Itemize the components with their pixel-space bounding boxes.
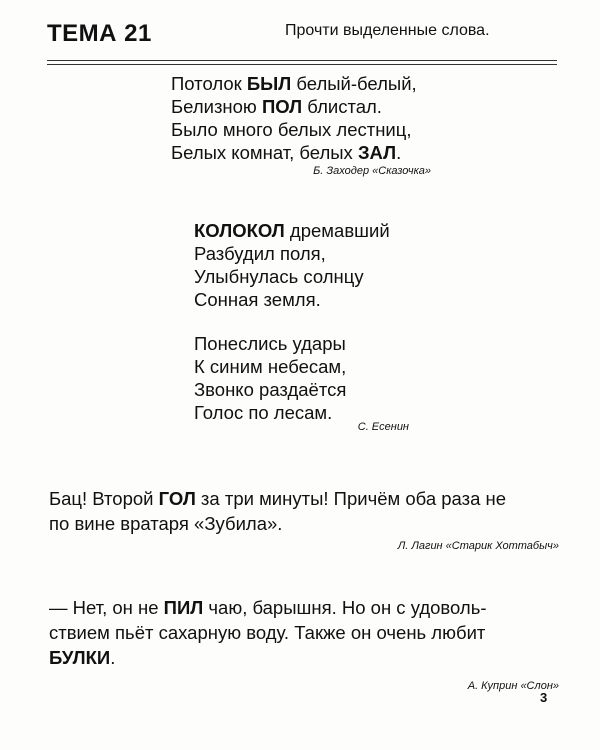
instruction-text: Прочти выделенные слова.	[285, 22, 490, 39]
text-line	[49, 511, 559, 536]
page-number: 3	[540, 690, 548, 705]
text-line	[194, 355, 390, 378]
poem-zakhoder	[171, 72, 431, 177]
line-text: Потолок	[171, 73, 247, 94]
topic-title: ТЕМА 21	[47, 20, 152, 47]
text-line	[171, 118, 417, 141]
line-text: Сонная земля.	[194, 289, 321, 310]
line-text: .	[110, 647, 116, 668]
poem-yesenin-attribution: С. Есенин	[357, 421, 409, 433]
highlighted-word: БУЛКИ	[49, 647, 111, 668]
line-text: Понеслись удары	[194, 333, 346, 354]
highlighted-word: БЫЛ	[246, 73, 292, 94]
highlighted-word: КОЛОКОЛ	[194, 220, 285, 241]
excerpt-lagin-lines	[49, 486, 559, 536]
text-line	[194, 378, 390, 401]
excerpt-kuprin	[49, 595, 559, 692]
text-line	[194, 242, 390, 265]
line-text: Бац! Второй	[49, 488, 159, 509]
text-line	[194, 265, 390, 288]
header-rule-top	[47, 60, 557, 61]
text-line	[194, 332, 390, 355]
poem-zakhoder-attribution: Б. Заходер «Сказочка»	[313, 165, 431, 177]
highlighted-word: ГОЛ	[158, 488, 196, 509]
text-line	[49, 620, 559, 645]
text-line	[194, 288, 390, 311]
excerpt-lagin-attribution: Л. Лагин «Старик Хоттабыч»	[397, 540, 559, 552]
line-text: белый-белый,	[291, 73, 417, 94]
line-text: за три минуты! Причём оба раза не	[195, 488, 507, 509]
line-text: Голос по лесам.	[194, 402, 333, 423]
line-text: блистал.	[302, 96, 382, 117]
text-line	[194, 219, 390, 242]
excerpt-kuprin-attribution: А. Куприн «Слон»	[467, 680, 559, 692]
line-text: — Нет, он не	[49, 597, 164, 618]
text-line	[171, 72, 417, 95]
line-text: Белых комнат, белых	[171, 142, 358, 163]
line-text: чаю, барышня. Но он с удоволь-	[203, 597, 487, 618]
excerpt-lagin	[49, 486, 559, 552]
text-line	[49, 645, 559, 670]
line-text: по вине вратаря «Зубила».	[49, 513, 283, 534]
header-rule-bottom	[47, 64, 557, 65]
highlighted-word: ПОЛ	[261, 96, 303, 117]
line-text: .	[396, 142, 402, 163]
text-line	[171, 95, 417, 118]
line-text: дремавший	[284, 220, 390, 241]
poem-yesenin-stanza-2	[194, 332, 390, 424]
poem-yesenin-stanza-1	[194, 219, 390, 311]
poem-yesenin	[194, 219, 409, 433]
line-text: Было много белых лестниц,	[171, 119, 412, 140]
stanza-gap	[194, 311, 390, 332]
line-text: К синим небесам,	[194, 356, 347, 377]
highlighted-word: ПИЛ	[163, 597, 204, 618]
line-text: ствием пьёт сахарную воду. Также он очень любит	[49, 622, 486, 643]
text-line	[49, 486, 559, 511]
excerpt-kuprin-lines	[49, 595, 559, 670]
line-text: Разбудил поля,	[194, 243, 326, 264]
highlighted-word: ЗАЛ	[357, 142, 397, 163]
line-text: Улыбнулась солнцу	[194, 266, 364, 287]
text-line	[49, 595, 559, 620]
poem-zakhoder-lines	[171, 72, 417, 164]
text-line	[171, 141, 417, 164]
page-header	[47, 14, 557, 54]
line-text: Белизною	[171, 96, 262, 117]
line-text: Звонко раздаётся	[194, 379, 347, 400]
